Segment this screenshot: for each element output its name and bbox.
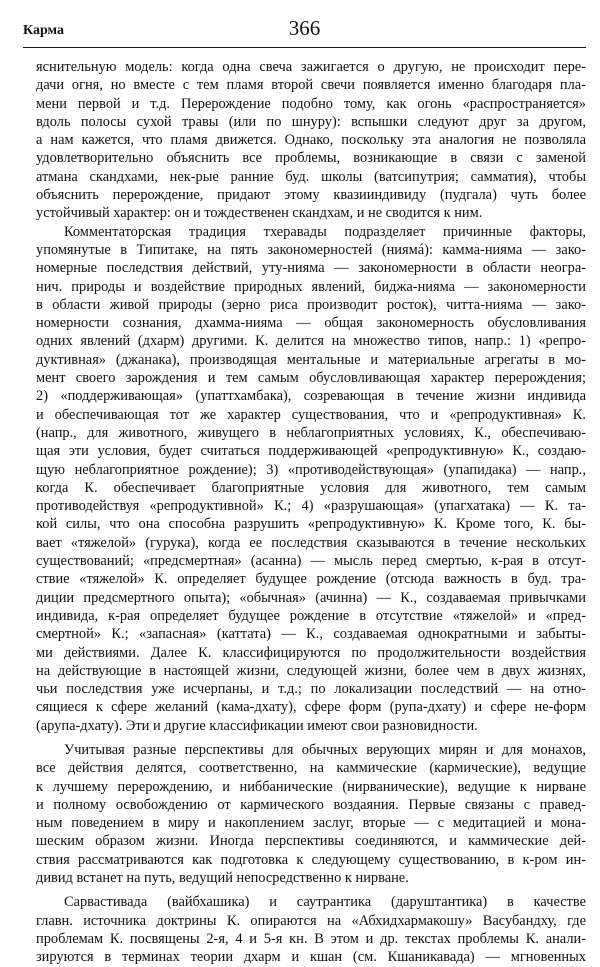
text-line: зируются в терминах теории дхарм и кшан (см. Кшаникавада) — мгновенных — [36, 949, 586, 966]
text-line: номерные последствия действий, уту-нияма — закономерности в области неогра- — [36, 260, 586, 277]
text-line: нич. природы и воздействие природных явлений, биджа-нияма — закономерности — [36, 278, 586, 295]
page-header — [23, 16, 586, 46]
text-line: проблемам К. посвящены 2-я, 4 и 5-я кн. В этом и др. текстах проблемы К. анали- — [36, 930, 586, 947]
text-line: дачи огня, но вместе с тем пламя второй свечи появляется именно благодаря пла- — [36, 77, 586, 94]
text-line: вает «тяжелой» (гурука), когда ее последствия сказываются в течение нескольких — [36, 534, 586, 551]
text-line: ствия рассматриваются как подготовка к следующему существованию, в к-ром ин- — [36, 851, 586, 868]
text-line: главн. источника доктрины К. опираются на «Абхидхармакошу» Васубандху, где — [36, 912, 586, 929]
text-line: удовлетворительно объяснить все проблемы, возникающие в связи с заменой — [36, 150, 586, 167]
text-line: кой силы, что она способна разрушить «репродуктивную» К. Кроме того, К. бы- — [36, 516, 586, 533]
text-line: на действующие в настоящей жизни, следующей жизни, более чем в двух жизнях, — [36, 662, 586, 679]
text-line: к лучшему перерождению, и ниббанические (нирванические), ведущие к нирване — [36, 778, 586, 795]
text-line: ми действиями. Далее К. классифицируются по продолжительности воздействия — [36, 644, 586, 661]
text-line: объяснить перерождение, придают этому квазииндивиду (пудгала) чуть более — [36, 187, 586, 204]
text-line: Сарвастивада (вайбхашика) и саутрантика (даруштантика) в качестве — [64, 894, 586, 911]
text-line: упомянутые в Типитаке, на пять закономерностей (ниямá): камма-нияма — зако- — [36, 241, 586, 258]
text-line: шеским образом жизни. Иногда перспективы соединяются, и каммические дей- — [36, 833, 586, 850]
text-line: дуктивная» (джанака), производящая ментальные и материальные агрегаты в мо- — [36, 351, 586, 368]
text-line: мени первой и т.д. Перерождение подобно тому, как огонь «распространяется» — [36, 95, 586, 112]
text-line: атмана скандхами, нек-рые ранние буд. школы (ватсипутрия; самматия), чтобы — [36, 168, 586, 185]
body-text — [36, 58, 586, 967]
text-line: чьи последствия уже исчерпаны, и т.д.; по локализации последствий — на отно- — [36, 681, 586, 698]
text-line: яснительную модель: когда одна свеча зажигается о другую, не происходит пере- — [36, 59, 586, 75]
text-line: 2) «поддерживающая» (упаттхамбака), созревающая в течение жизни индивида — [36, 388, 586, 405]
running-head: Карма — [23, 23, 64, 38]
page-number: 366 — [288, 16, 321, 40]
text-line: противодействуя «репродуктивной» К.; 4) «разрушающая» (упагхатака) — К. та- — [36, 498, 586, 515]
text-line: сящиеся к сфере желаний (кама-дхату), сфере форм (рупа-дхату) и сфере не-форм — [36, 699, 586, 716]
text-line: дивид встанет на путь, ведущий непосредственно к нирване. — [36, 870, 409, 887]
text-line: ствие «тяжелой» К. определяет будущее рождение (отсюда важность в буд. тра- — [36, 571, 586, 588]
text-line: индивида, к-рая определяет будущее рождение в отсутствие «тяжелой» и «пред- — [36, 607, 586, 624]
header-rule — [23, 47, 586, 48]
text-line: когда К. обеспечивает благоприятные условия для животного, тем самым — [36, 479, 586, 496]
text-line: и обеспечивающая тот же характер существования, что и «репродуктивная» К. — [36, 406, 586, 423]
text-line: номерности сознания, дхамма-нияма — общая закономерность обусловливания — [36, 315, 586, 332]
text-line: щую неблагоприятное рождение); 3) «противодействующая» (упапидака) — напр., — [36, 461, 586, 478]
text-line: мент своего зарождения и тем самым обусловливающая характер перерождения; — [36, 370, 586, 387]
text-line: одних явлений (дхарм) другими. К. делится на множество типов, напр.: 1) «репро- — [36, 333, 586, 350]
text-line: Учитывая разные перспективы для обычных верующих мирян и для монахов, — [64, 741, 586, 758]
text-line: а нам кажется, что пламя движется. Однако, поскольку эта аналогия не позволяла — [36, 132, 586, 149]
text-line: щая эти условия, будет считаться поддерживающей «репродуктивную» К., создаю- — [36, 443, 586, 460]
text-line: Комментаторская традиция тхеравады подразделяет причинные факторы, — [64, 223, 586, 240]
text-line: ным поведением в миру и накоплением заслуг, вторые — с медитацией и мона- — [36, 815, 586, 832]
text-line: и полному освобождению от кармического воздаяния. Первые связаны с правед- — [36, 796, 586, 813]
text-line: в области живой природы (зерно риса производит росток), читта-нияма — зако- — [36, 296, 586, 313]
text-line: все действия делятся, соответственно, на каммические (кармические), ведущие — [36, 760, 586, 777]
text-line: (напр., для животного, живущего в неблагоприятных условиях, К., обеспечиваю- — [36, 424, 586, 441]
text-line: смертной» К.; «запасная» (каттата) — К., создаваемая однократными и забыты- — [36, 626, 586, 643]
text-line: существований; «предсмертная» (асанна) — мысль перед смертью, к-рая в отсут- — [36, 553, 586, 570]
text-line: вдоль полосы сухой травы (или по шнуру): вспышки следуют друг за другом, — [36, 113, 586, 130]
text-line: диции предсмертного опыта); «обычная» (ачинна) — К., создаваемая привычками — [36, 589, 586, 606]
text-line: устойчивый характер: он и тождественен скандхам, и не сводится к ним. — [36, 205, 483, 222]
text-line: (арупа-дхату). Эти и другие классификации имеют свои разновидности. — [36, 717, 478, 734]
